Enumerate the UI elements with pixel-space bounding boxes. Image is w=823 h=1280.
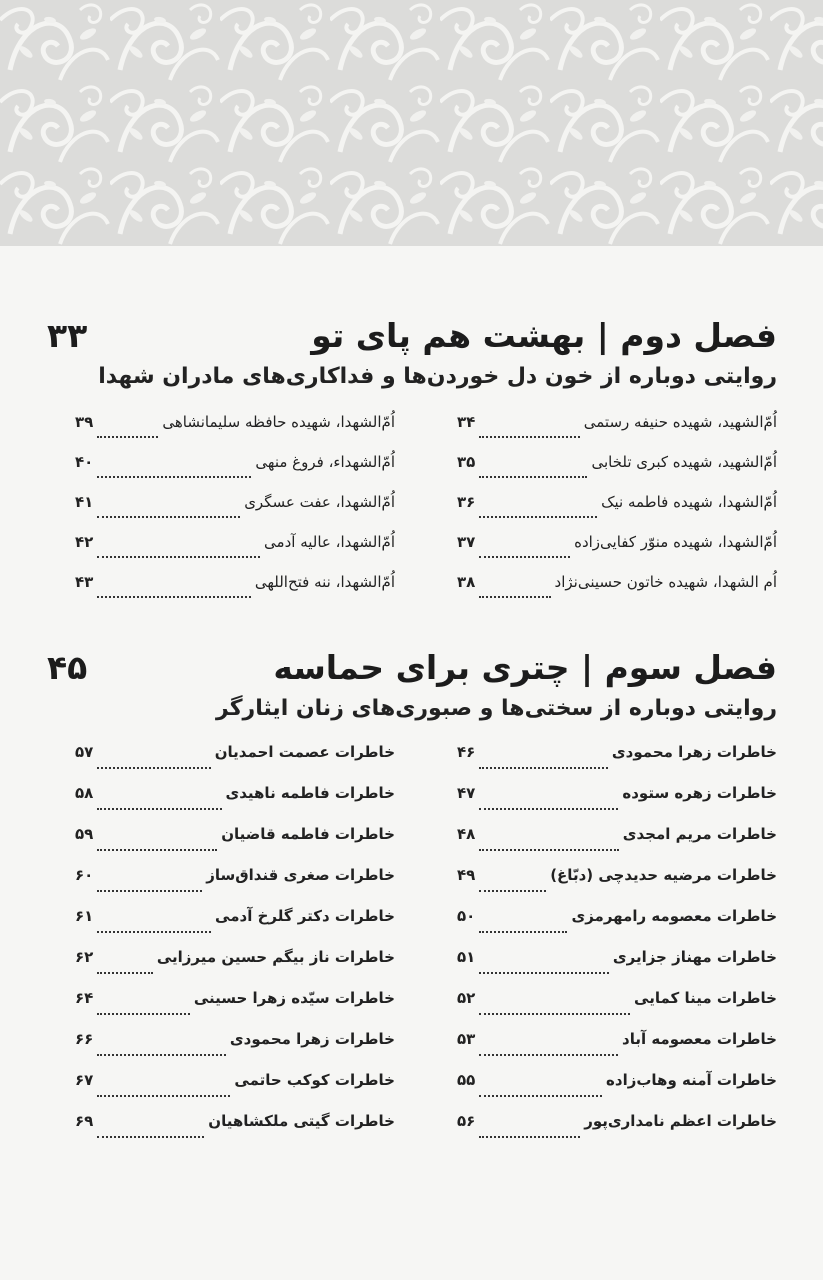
toc-entry[interactable]: خاطرات سیّده زهرا حسینی ۶۴ (75, 989, 395, 1030)
toc-entry[interactable]: اُمّ‌الشهدا، ننه فتح‌اللهی ۴۳ (75, 573, 395, 613)
toc-column-left (75, 743, 395, 1153)
toc-entry[interactable]: اُمّ‌الشهدا، شهیده حافظه سلیمانشاهی ۳۹ (75, 413, 395, 453)
toc-entry[interactable]: خاطرات مهناز جزایری ۵۱ (457, 948, 777, 989)
toc-entry[interactable]: خاطرات زهرا محمودی ۴۶ (457, 743, 777, 784)
toc-entry[interactable]: خاطرات فاطمه ناهیدی ۵۸ (75, 784, 395, 825)
toc-entry[interactable]: خاطرات فاطمه قاضیان ۵۹ (75, 825, 395, 866)
toc-entry[interactable]: اُمّ‌الشهید، شهیده حنیفه رستمی ۳۴ (457, 413, 777, 453)
toc-entry[interactable]: اُمّ‌الشهدا، عالیه آدمی ۴۲ (75, 533, 395, 573)
toc-entry[interactable]: خاطرات معصومه رامهرمزی ۵۰ (457, 907, 777, 948)
chapter-page-number: ۳۳ (47, 316, 88, 355)
toc-entry[interactable]: خاطرات گیتی ملکشاهیان ۶۹ (75, 1112, 395, 1153)
decorative-floral-banner (0, 0, 823, 246)
chapter-subtitle: روایتی دوباره از خون دل خوردن‌ها و فداکاری‌های مادران شهدا (98, 364, 777, 389)
toc-entry[interactable]: خاطرات مینا کمایی ۵۲ (457, 989, 777, 1030)
toc-entry[interactable]: خاطرات آمنه وهاب‌زاده ۵۵ (457, 1071, 777, 1112)
toc-entry[interactable]: خاطرات صغری قنداق‌ساز ۶۰ (75, 866, 395, 907)
toc-entry[interactable]: خاطرات ناز بیگم حسین میرزایی ۶۲ (75, 948, 395, 989)
toc-entry[interactable]: اُم الشهدا، شهیده خاتون حسینی‌نژاد ۳۸ (457, 573, 777, 613)
toc-column-left (75, 413, 395, 613)
toc-column-right (457, 743, 777, 1153)
toc-entry[interactable]: خاطرات زهره ستوده ۴۷ (457, 784, 777, 825)
toc-entry[interactable]: خاطرات معصومه آباد ۵۳ (457, 1030, 777, 1071)
toc-entry[interactable]: خاطرات دکتر گلرخ آدمی ۶۱ (75, 907, 395, 948)
chapter-page-number: ۴۵ (47, 648, 88, 687)
chapter-title: فصل دوم | بهشت هم پای تو (311, 316, 777, 355)
toc-entry[interactable]: اُمّ‌الشهدا، عفت عسگری ۴۱ (75, 493, 395, 533)
chapter-title: فصل سوم | چتری برای حماسه (273, 648, 777, 687)
toc-entry[interactable]: اُمّ‌الشهدا، شهیده فاطمه نیک ۳۶ (457, 493, 777, 533)
toc-entry[interactable]: خاطرات عصمت احمدیان ۵۷ (75, 743, 395, 784)
toc-column-right (457, 413, 777, 613)
toc-entry[interactable]: اُمّ‌الشهدا، شهیده منوّر کفایی‌زاده ۳۷ (457, 533, 777, 573)
toc-entry[interactable]: خاطرات مریم امجدی ۴۸ (457, 825, 777, 866)
toc-entry[interactable]: اُمّ‌الشهید، شهیده کبری تلخابی ۳۵ (457, 453, 777, 493)
toc-entry[interactable]: خاطرات مرضیه حدیدچی (دبّاغ) ۴۹ (457, 866, 777, 907)
toc-entry[interactable]: خاطرات کوکب حاتمی ۶۷ (75, 1071, 395, 1112)
chapter-three (47, 648, 777, 1130)
chapter-subtitle: روایتی دوباره از سختی‌ها و صبوری‌های زنان ایثارگر (216, 696, 777, 721)
toc-entry[interactable]: اُمّ‌الشهداء، فروغ منهی ۴۰ (75, 453, 395, 493)
toc-entry[interactable]: خاطرات اعظم نامداری‌پور ۵۶ (457, 1112, 777, 1153)
toc-entry[interactable]: خاطرات زهرا محمودی ۶۶ (75, 1030, 395, 1071)
chapter-two (47, 316, 777, 591)
